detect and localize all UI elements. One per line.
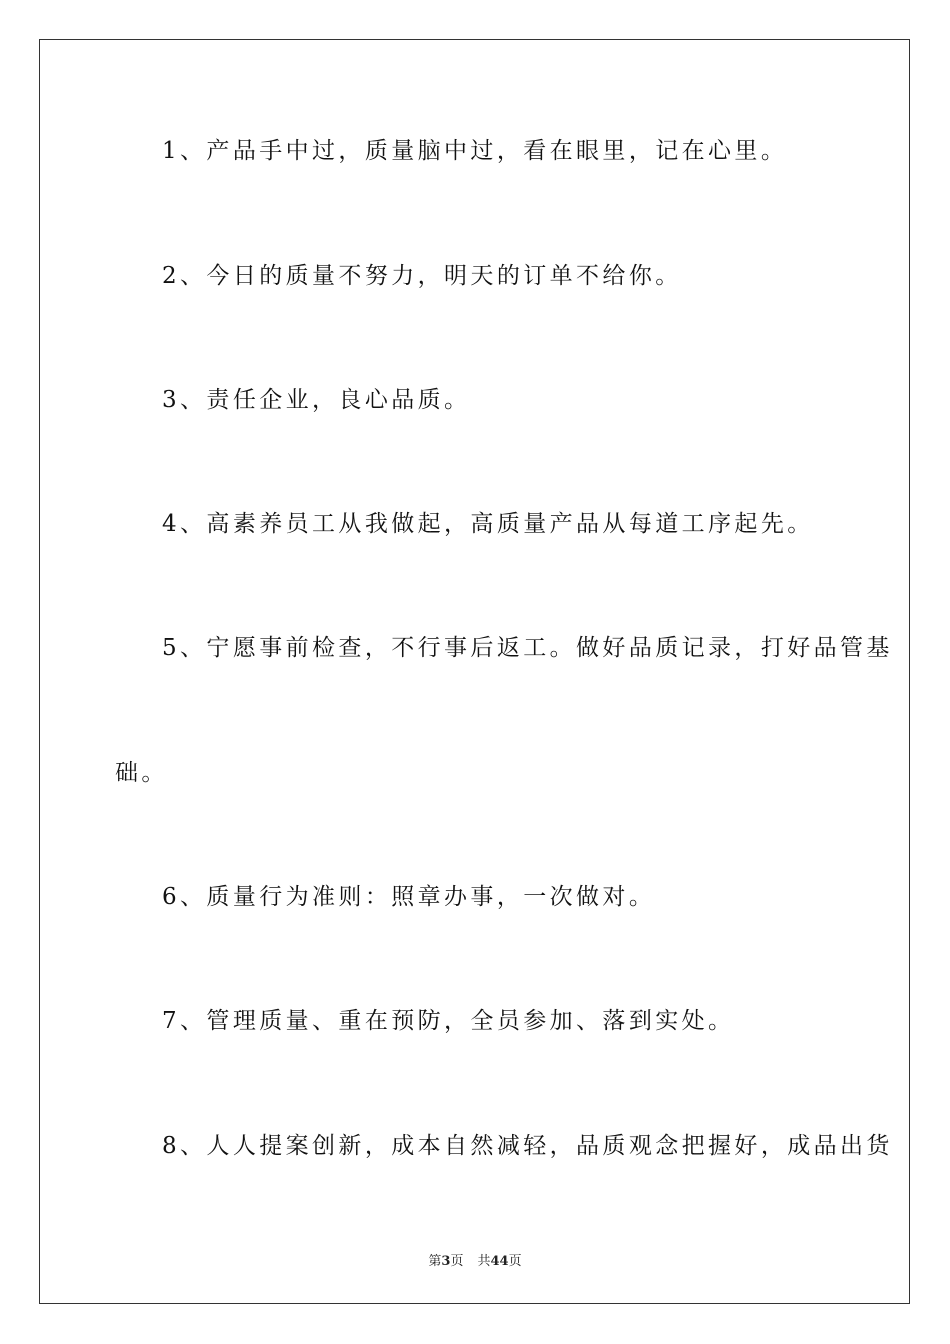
body-line-1: 1、产品手中过，质量脑中过，看在眼里，记在心里。: [162, 138, 788, 164]
footer-total-pages: 44: [490, 1254, 509, 1269]
body-line-8: 8、人人提案创新，成本自然减轻，品质观念把握好，成品出货: [162, 1133, 893, 1159]
page-footer: [0, 1250, 950, 1269]
body-line-7: 7、管理质量、重在预防，全员参加、落到实处。: [162, 1008, 735, 1034]
body-line-5: 5、宁愿事前检查，不行事后返工。做好品质记录，打好品管基: [162, 635, 893, 661]
body-line-3: 3、责任企业，良心品质。: [162, 387, 471, 413]
footer-total-unit: 页: [508, 1254, 522, 1269]
footer-total-prefix: 共: [477, 1254, 491, 1269]
footer-current-page: 3: [441, 1254, 451, 1269]
body-line-4: 4、高素养员工从我做起，高质量产品从每道工序起先。: [162, 511, 814, 537]
page-border: [39, 39, 910, 1304]
body-line-5-continuation: 础。: [115, 760, 168, 786]
body-line-2: 2、今日的质量不努力，明天的订单不给你。: [162, 263, 682, 289]
footer-prefix: 第: [428, 1254, 442, 1269]
body-line-6: 6、质量行为准则：照章办事，一次做对。: [162, 884, 656, 910]
footer-page-unit: 页: [450, 1254, 464, 1269]
